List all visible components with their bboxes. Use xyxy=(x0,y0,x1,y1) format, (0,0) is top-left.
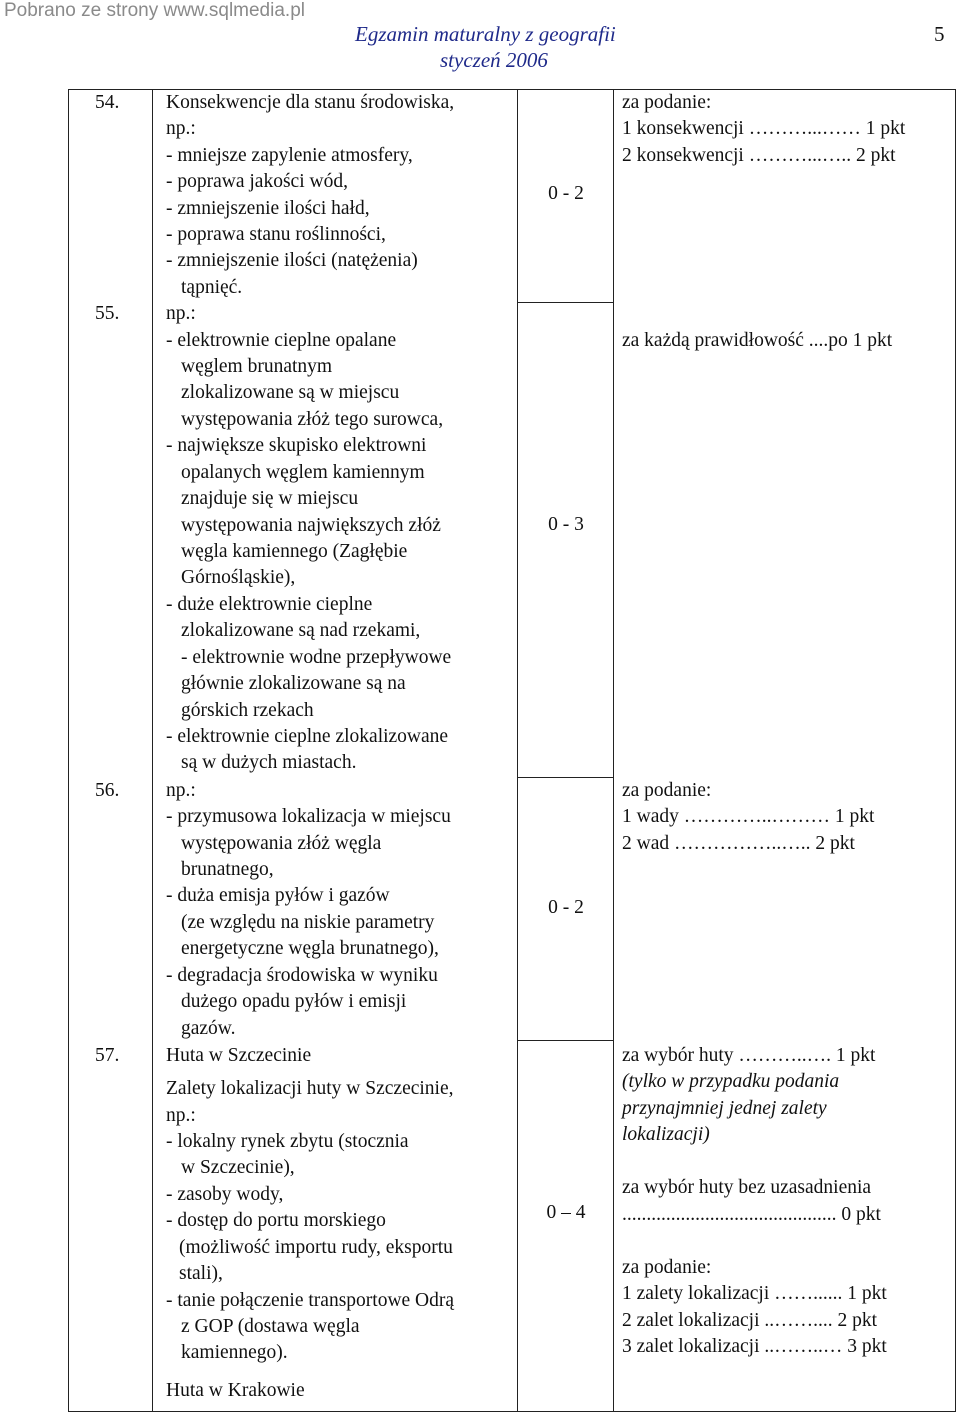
q54-answer-line: - poprawa stanu roślinności, xyxy=(166,224,386,245)
q57-scoring-note: przynajmniej jednej zalety xyxy=(622,1098,827,1119)
q54-scoring-line: za podanie: xyxy=(622,92,712,113)
q54-answer-line: - poprawa jakości wód, xyxy=(166,171,348,192)
q55-answer-line: opalanych węglem kamiennym xyxy=(181,462,425,483)
q56-answer-line: gazów. xyxy=(181,1018,236,1039)
q55-answer-line: występowania największych złóż xyxy=(181,515,441,536)
q57-points: 0 – 4 xyxy=(546,1202,586,1223)
q57-scoring-line: ............................................ 0 pkt xyxy=(622,1204,881,1225)
q56-answer-line: dużego opadu pyłów i emisji xyxy=(181,991,407,1012)
q56-answer-line: - duża emisja pyłów i gazów xyxy=(166,885,390,906)
source-watermark: Pobrano ze strony www.sqlmedia.pl xyxy=(4,0,305,21)
q57-answer-line: Zalety lokalizacji huty w Szczecinie, xyxy=(166,1078,454,1099)
q54-answer-line: np.: xyxy=(166,118,196,139)
page-number: 5 xyxy=(934,22,945,46)
q57-answer-line: - zasoby wody, xyxy=(166,1184,284,1205)
q57-answer-line: - lokalny rynek zbytu (stocznia xyxy=(166,1131,409,1152)
q55-answer-line: znajduje się w miejscu xyxy=(181,488,359,509)
exam-date: styczeń 2006 xyxy=(440,48,548,72)
q55-answer-line: są w dużych miastach. xyxy=(181,752,357,773)
question-number-57: 57. xyxy=(95,1045,120,1066)
q55-answer-line: - elektrownie wodne przepływowe xyxy=(181,647,452,668)
q57-answer-line: Huta w Krakowie xyxy=(166,1380,305,1401)
q57-scoring-note: (tylko w przypadku podania xyxy=(622,1071,840,1092)
q57-answer-line: - tanie połączenie transportowe Odrą xyxy=(166,1290,455,1311)
q56-answer-line: energetyczne węgla brunatnego), xyxy=(181,938,439,959)
q57-scoring-line: 1 zalety lokalizacji ……...... 1 pkt xyxy=(622,1283,887,1304)
question-number-54: 54. xyxy=(95,92,120,113)
q57-answer-line: stali), xyxy=(179,1263,223,1284)
q54-answer-line: - zmniejszenie ilości (natężenia) xyxy=(166,250,418,271)
q55-answer-line: głównie zlokalizowane są na xyxy=(181,673,406,694)
q56-answer-line: np.: xyxy=(166,780,196,801)
q57-answer-line: - dostęp do portu morskiego xyxy=(166,1210,386,1231)
number-column-divider xyxy=(152,89,153,1412)
q57-answer-line: z GOP (dostawa węgla xyxy=(181,1316,360,1337)
q57-answer-line: np.: xyxy=(166,1105,196,1126)
q55-answer-line: Górnośląskie), xyxy=(181,567,296,588)
q57-answer-line: w Szczecinie), xyxy=(181,1157,295,1178)
points-row-divider xyxy=(517,1040,613,1041)
q55-answer-line: górskich rzekach xyxy=(181,700,314,721)
q56-points: 0 - 2 xyxy=(548,897,584,918)
q55-points: 0 - 3 xyxy=(548,514,584,535)
q55-answer-line: - elektrownie cieplne zlokalizowane xyxy=(166,726,449,747)
q56-scoring-line: za podanie: xyxy=(622,780,712,801)
q57-scoring-note: lokalizacji) xyxy=(622,1124,710,1145)
points-row-divider xyxy=(517,777,613,778)
question-number-56: 56. xyxy=(95,780,120,801)
q54-answer-line: - zmniejszenie ilości hałd, xyxy=(166,198,370,219)
q57-scoring-line: za podanie: xyxy=(622,1257,712,1278)
q56-answer-line: (ze względu na niskie parametry xyxy=(181,912,435,933)
q55-answer-line: - duże elektrownie cieplne xyxy=(166,594,373,615)
q55-answer-line: - największe skupisko elektrowni xyxy=(166,435,427,456)
q56-answer-line: występowania złóż węgla xyxy=(181,833,382,854)
q54-points: 0 - 2 xyxy=(548,183,584,204)
q56-answer-line: - degradacja środowiska w wyniku xyxy=(166,965,438,986)
question-number-55: 55. xyxy=(95,303,120,324)
q54-answer-line: Konsekwencje dla stanu środowiska, xyxy=(166,92,455,113)
q55-answer-line: zlokalizowane są nad rzekami, xyxy=(181,620,421,641)
q57-answer-line: kamiennego). xyxy=(181,1342,288,1363)
points-row-divider xyxy=(517,302,613,303)
q55-answer-line: występowania złóż tego surowca, xyxy=(181,409,444,430)
q57-answer-line: Huta w Szczecinie xyxy=(166,1045,312,1066)
exam-title: Egzamin maturalny z geografii xyxy=(355,22,616,46)
q55-answer-line: zlokalizowane są w miejscu xyxy=(181,382,400,403)
q57-scoring-line: za wybór huty bez uzasadnienia xyxy=(622,1177,872,1198)
q55-answer-line: węgla kamiennego (Zagłębie xyxy=(181,541,408,562)
q57-answer-line: (możliwość importu rudy, eksportu xyxy=(179,1237,453,1258)
q56-answer-line: brunatnego, xyxy=(181,859,274,880)
q55-scoring-line: za każdą prawidłowość ....po 1 pkt xyxy=(622,330,893,351)
q56-answer-line: - przymusowa lokalizacja w miejscu xyxy=(166,806,451,827)
q54-answer-line: tąpnięć. xyxy=(181,277,243,298)
q56-scoring-line: 1 wady …………..……… 1 pkt xyxy=(622,806,875,827)
q54-scoring-line: 1 konsekwencji ………...…… 1 pkt xyxy=(622,118,906,139)
q57-scoring-line: 2 zalet lokalizacji ..…….... 2 pkt xyxy=(622,1310,878,1331)
q57-scoring-line: za wybór huty ………..…. 1 pkt xyxy=(622,1045,876,1066)
q55-answer-line: węglem brunatnym xyxy=(181,356,333,377)
q55-answer-line: - elektrownie cieplne opalane xyxy=(166,330,397,351)
q55-answer-line: np.: xyxy=(166,303,196,324)
q57-scoring-line: 3 zalet lokalizacji ..……..… 3 pkt xyxy=(622,1336,887,1357)
q56-scoring-line: 2 wad ……………..….. 2 pkt xyxy=(622,833,855,854)
q54-scoring-line: 2 konsekwencji ………...….. 2 pkt xyxy=(622,145,896,166)
q54-answer-line: - mniejsze zapylenie atmosfery, xyxy=(166,145,413,166)
